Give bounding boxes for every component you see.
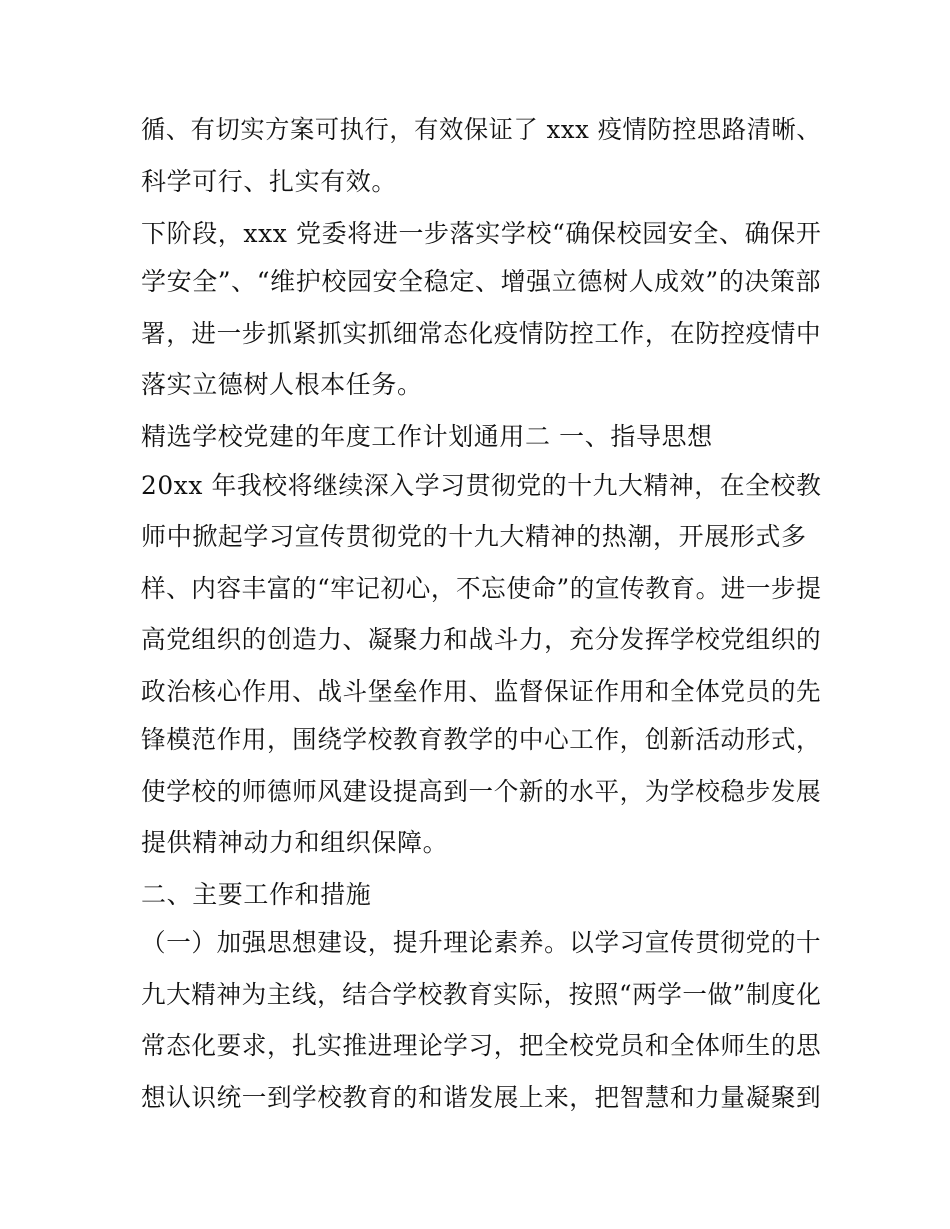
text-line: 九大精神为主线，结合学校教育实际，按照“两学一做”制度化 [141,980,822,1009]
text-line: 师中掀起学习宣传贯彻党的十九大精神的热潮，开展形式多 [141,522,807,551]
text-line: 落实立德树人根本任务。 [141,370,423,399]
text-line: 高党组织的创造力、凝聚力和战斗力，充分发挥学校党组织的 [141,625,822,654]
text-line: 20xx 年我校将继续深入学习贯彻党的十九大精神，在全校教 [141,471,822,500]
text-line: 提供精神动力和组织保障。 [141,828,449,857]
text-line: 下阶段，xxx 党委将进一步落实学校“确保校园安全、确保开 [141,219,822,248]
text-line: （一）加强思想建设，提升理论素养。以学习宣传贯彻党的十 [141,928,822,957]
text-line: 循、有切实方案可执行，有效保证了 xxx 疫情防控思路清晰、 [141,115,822,144]
text-line: 样、内容丰富的“牢记初心，不忘使命”的宣传教育。进一步提 [141,574,822,603]
section-heading: 精选学校党建的年度工作计划通用二 一、指导思想 [141,422,713,451]
text-line: 常态化要求，扎实推进理论学习，把全校党员和全体师生的思 [141,1031,822,1060]
text-line: 锋模范作用，围绕学校教育教学的中心工作，创新活动形式， [141,725,822,754]
text-line: 科学可行、扎实有效。 [141,167,398,196]
text-line: 署，进一步抓紧抓实抓细常态化疫情防控工作，在防控疫情中 [141,319,822,348]
section-heading: 二、主要工作和措施 [141,880,372,909]
text-line: 学安全”、“维护校园安全稳定、增强立德树人成效”的决策部 [141,267,822,296]
text-line: 想认识统一到学校教育的和谐发展上来，把智慧和力量凝聚到 [141,1083,822,1112]
text-line: 使学校的师德师风建设提高到一个新的水平，为学校稳步发展 [141,777,822,806]
text-line: 政治核心作用、战斗堡垒作用、监督保证作用和全体党员的先 [141,677,822,706]
